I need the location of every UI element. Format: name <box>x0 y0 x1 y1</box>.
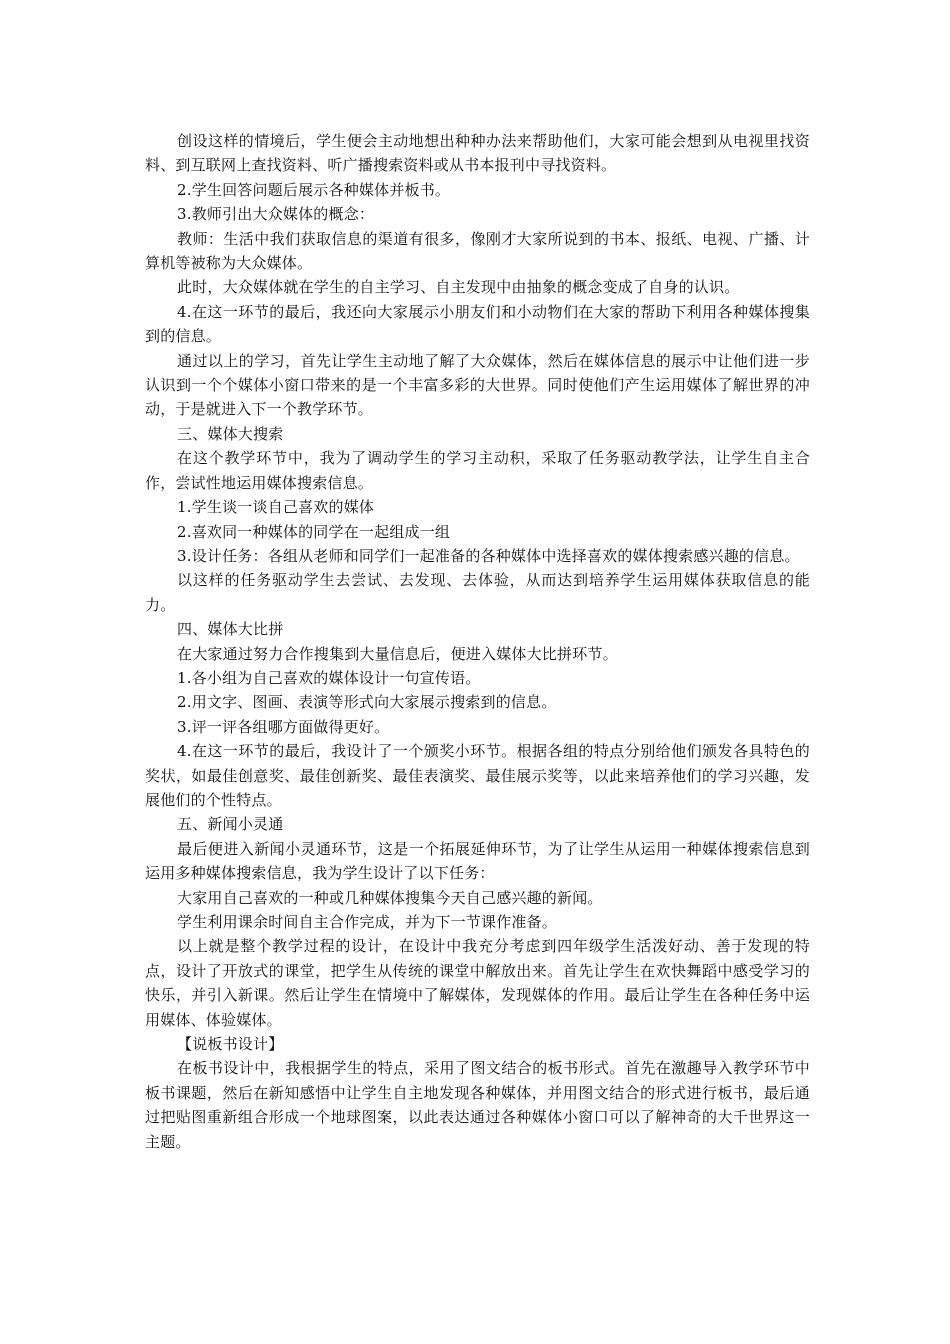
paragraph: 此时，大众媒体就在学生的自主学习、自主发现中由抽象的概念变成了自身的认识。 <box>177 278 740 297</box>
list-item: 1.各小组为自己喜欢的媒体设计一句宣传语。 <box>177 668 481 687</box>
paragraph: 在板书设计中，我根据学生的特点，采用了图文结合的板书形式。首先在激趣导入教学环节中板书课题，然后在新知感悟中让学生自主地发现各种媒体，并用图文结合的形式进行板书，最后通过把贴图重新组合形成一个地球图案，以此表达通过各种媒体小窗口可以了解神奇的大千世界这一主题。 <box>145 1059 810 1151</box>
paragraph: 大家用自己喜欢的一种或几种媒体搜集今天自己感兴趣的新闻。 <box>177 888 603 907</box>
list-item: 2.用文字、图画、表演等形式向大家展示搜索到的信息。 <box>177 693 557 712</box>
document-body <box>145 129 810 1154</box>
paragraph: 以上就是整个教学过程的设计，在设计中我充分考虑到四年级学生活泼好动、善于发现的特点，设计了开放式的课堂，把学生从传统的课堂中解放出来。首先让学生在欢快舞蹈中感受学习的快乐，并引入新课。然后让学生在情境中了解媒体，发现媒体的作用。最后让学生在各种任务中运用媒体、体验媒体。 <box>145 937 810 1029</box>
paragraph: 教师：生活中我们获取信息的渠道有很多，像刚才大家所说到的书本、报纸、电视、广播、计算机等被称为大众媒体。 <box>145 229 810 273</box>
paragraph: 3.教师引出大众媒体的概念： <box>177 205 375 224</box>
list-item: 1.学生谈一谈自己喜欢的媒体 <box>177 498 375 517</box>
section-heading: 五、新闻小灵通 <box>177 815 284 834</box>
paragraph: 以这样的任务驱动学生去尝试、去发现、去体验，从而达到培养学生运用媒体获取信息的能力。 <box>145 571 810 614</box>
section-heading: 四、媒体大比拼 <box>177 620 284 639</box>
section-heading: 三、媒体大搜索 <box>177 424 284 443</box>
section-heading: 【说板书设计】 <box>177 1035 284 1054</box>
list-item: 4.在这一环节的最后，我设计了一个颁奖小环节。根据各组的特点分别给他们颁发各具特色的奖状，如最佳创意奖、最佳创新奖、最佳表演奖、最佳展示奖等，以此来培养他们的学习兴趣，发展他们的个性特点。 <box>145 742 810 809</box>
paragraph: 2.学生回答问题后展示各种媒体并板书。 <box>177 180 451 199</box>
paragraph: 在这个教学环节中，我为了调动学生的学习主动积，采取了任务驱动教学法，让学生自主合作，尝试性地运用媒体搜索信息。 <box>145 449 810 492</box>
list-item: 2.喜欢同一种媒体的同学在一起组成一组 <box>177 522 451 541</box>
paragraph: 4.在这一环节的最后，我还向大家展示小朋友们和小动物们在大家的帮助下利用各种媒体搜集到的信息。 <box>145 302 810 346</box>
list-item: 3.评一评各组哪方面做得更好。 <box>177 717 390 736</box>
list-item: 3.设计任务：各组从老师和同学们一起准备的各种媒体中选择喜欢的媒体搜索感兴趣的信息。 <box>177 546 800 565</box>
paragraph: 通过以上的学习，首先让学生主动地了解了大众媒体，然后在媒体信息的展示中让他们进一步认识到一个个媒体小窗口带来的是一个丰富多彩的大世界。同时使他们产生运用媒体了解世界的冲动，于是就进入下一个教学环节。 <box>145 351 810 419</box>
paragraph: 在大家通过努力合作搜集到大量信息后，便进入媒体大比拼环节。 <box>177 644 618 663</box>
paragraph: 最后便进入新闻小灵通环节，这是一个拓展延伸环节，为了让学生从运用一种媒体搜索信息到运用多种媒体搜索信息，我为学生设计了以下任务： <box>145 839 810 883</box>
paragraph: 学生利用课余时间自主合作完成，并为下一节课作准备。 <box>177 913 558 931</box>
paragraph: 创设这样的情境后，学生便会主动地想出种种办法来帮助他们，大家可能会想到从电视里找资料、到互联网上查找资料、听广播搜索资料或从书本报刊中寻找资料。 <box>145 132 810 175</box>
